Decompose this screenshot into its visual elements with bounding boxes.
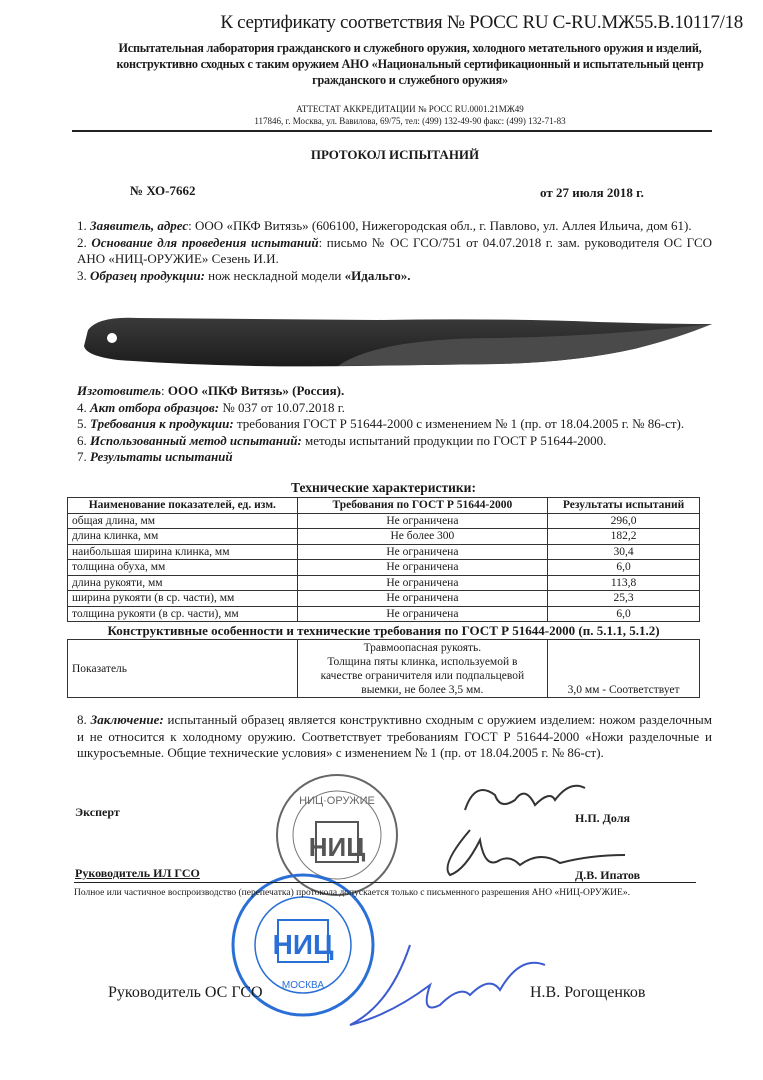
accreditation: АТТЕСТАТ АККРЕДИТАЦИИ № РОСС RU.0001.21МЖ49 — [296, 104, 524, 114]
requirement-line: Толщина пяты клинка, используемой в качестве ограничителя или подпальцевой выемки, не более 3,5 мм. — [320, 655, 525, 696]
tech-table — [67, 497, 700, 622]
item-results: 7. Результаты испытаний — [77, 449, 233, 464]
expert-role: Эксперт — [75, 805, 120, 819]
item-sample: 3. Образец продукции: нож нескладной модели «Идальго». — [77, 267, 411, 283]
head-role: Руководитель ИЛ ГСО — [75, 866, 200, 880]
indicator-cell: наибольшая ширина клинка, мм — [68, 544, 298, 560]
item-method: 6. Использованный метод испытаний: методы испытаний продукции по ГОСТ Р 51644-2000. — [77, 432, 607, 448]
requirement-cell: Не ограничена — [297, 560, 548, 576]
constr-table — [67, 639, 700, 698]
items-list — [77, 218, 712, 284]
head-name: Д.В. Ипатов — [575, 868, 641, 882]
table-row — [68, 640, 700, 698]
tech-table-title: Технические характеристики: — [291, 480, 476, 495]
items-list-2 — [77, 383, 712, 466]
result-cell: 6,0 — [548, 606, 700, 622]
expert-signature — [455, 770, 595, 830]
svg-text:МОСКВА: МОСКВА — [281, 980, 325, 991]
result-cell: 3,0 мм - Соответствует — [548, 640, 700, 698]
result-cell: 25,3 — [548, 591, 700, 607]
svg-text:НИЦ: НИЦ — [272, 929, 334, 960]
indicator-cell: ширина рукояти (в ср. части), мм — [68, 591, 298, 607]
table-row — [68, 544, 700, 560]
expert-name: Н.П. Доля — [575, 811, 630, 825]
item-manufacturer: Изготовитель: ООО «ПКФ Витязь» (Россия). — [77, 383, 345, 398]
conclusion: 8. Заключение: испытанный образец является конструктивно сходным с оружием изделием: ножом разделочным и не относится к холодному оружию. Соответствует требованиям ГОСТ Р 51644-2000 «Ножи разделочные и шкуросъемные. Общие технические условия» с изменением № 1 (пр. от 18.04.2005 г. № 86-ст). — [77, 712, 713, 760]
table-row — [68, 529, 700, 545]
svg-text:НИЦ·ОРУЖИЕ: НИЦ·ОРУЖИЕ — [299, 795, 375, 807]
table-header-row — [68, 498, 700, 514]
protocol-date: от 27 июля 2018 г. — [540, 185, 644, 200]
result-cell: 182,2 — [548, 529, 700, 545]
table-row — [68, 560, 700, 576]
requirement-cell: Не ограничена — [297, 606, 548, 622]
indicator-cell: Показатель — [68, 640, 298, 698]
column-header: Требования по ГОСТ Р 51644-2000 — [297, 498, 548, 514]
column-header: Наименование показателей, ед. изм. — [68, 498, 298, 514]
requirement-cell: Не ограничена — [297, 544, 548, 560]
requirement-cell: Не ограничена — [297, 513, 548, 529]
table-row — [68, 575, 700, 591]
table-row — [68, 606, 700, 622]
table-row — [68, 513, 700, 529]
indicator-cell: толщина рукояти (в ср. части), мм — [68, 606, 298, 622]
result-cell: 113,8 — [548, 575, 700, 591]
result-cell: 6,0 — [548, 560, 700, 576]
address: 117846, г. Москва, ул. Вавилова, 69/75, тел: (499) 132-49-90 факс: (499) 132-71-83 — [254, 116, 566, 126]
constr-table-title: Конструктивные особенности и технические требования по ГОСТ Р 51644-2000 (п. 5.1.1, 5.1.2) — [107, 623, 660, 638]
indicator-cell: общая длина, мм — [68, 513, 298, 529]
protocol-number: № ХО-7662 — [130, 183, 196, 198]
os-name: Н.В. Рогощенков — [530, 984, 646, 1001]
knife-image — [78, 308, 714, 372]
svg-text:НИЦ: НИЦ — [308, 832, 366, 862]
table-row — [68, 591, 700, 607]
requirement-cell: Не ограничена — [297, 591, 548, 607]
indicator-cell: длина рукояти, мм — [68, 575, 298, 591]
footer-note: Полное или частичное воспроизводство (перепечатка) протокола допускается только с письменного разрешения АНО «НИЦ-ОРУЖИЕ». — [74, 888, 630, 898]
column-header: Результаты испытаний — [548, 498, 700, 514]
requirement-line: Травмоопасная рукоять. — [363, 641, 482, 654]
lab-name: Испытательная лаборатория гражданского и служебного оружия, холодного метательного оружия и изделий, конструктивно сходных с таким оружием АНО «Национальный сертификационный и испытательный центр гражданского и служебного оружия» — [116, 41, 704, 87]
certificate-reference: К сертификату соответствия № РОСС RU C-RU.МЖ55.В.10117/18 — [220, 12, 743, 33]
item-sampling-act: 4. Акт отбора образцов: № 037 от 10.07.2018 г. — [77, 399, 345, 415]
result-cell: 296,0 — [548, 513, 700, 529]
item-basis: 2. Основание для проведения испытаний: письмо № ОС ГСО/751 от 04.07.2018 г. зам. руководителя ОС ГСО АНО «НИЦ-ОРУЖИЕ» Сезень И.И. — [77, 234, 713, 266]
indicator-cell: длина клинка, мм — [68, 529, 298, 545]
indicator-cell: толщина обуха, мм — [68, 560, 298, 576]
os-role: Руководитель ОС ГСО — [108, 984, 263, 1001]
os-signature — [330, 935, 550, 1045]
divider — [72, 130, 712, 132]
requirement-cell: Не ограничена — [297, 575, 548, 591]
result-cell: 30,4 — [548, 544, 700, 560]
requirement-cell — [297, 640, 548, 698]
protocol-title: ПРОТОКОЛ ИСПЫТАНИЙ — [310, 147, 480, 162]
item-applicant: 1. Заявитель, адрес: ООО «ПКФ Витязь» (606100, Нижегородская обл., г. Павлово, ул. Аллея Ильича, дом 61). — [77, 218, 692, 233]
accreditation-block — [90, 103, 730, 127]
divider — [74, 882, 696, 883]
requirement-cell: Не более 300 — [297, 529, 548, 545]
item-requirements: 5. Требования к продукции: требования ГОСТ Р 51644-2000 с изменением № 1 (пр. от 18.04.2005 г. № 86-ст). — [77, 416, 685, 431]
